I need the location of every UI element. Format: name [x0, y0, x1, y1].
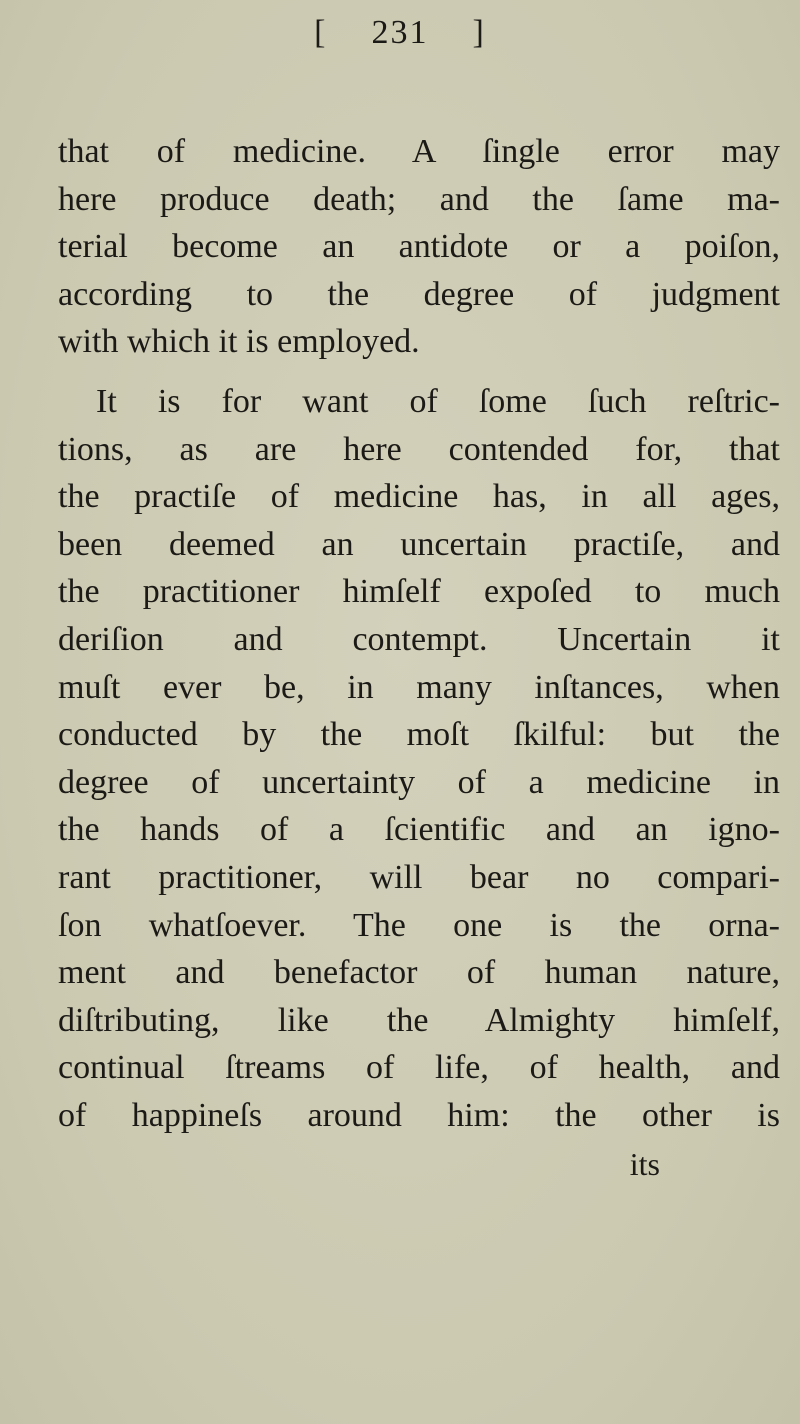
text-line: It is for want of ſome ſuch reſtric- [96, 383, 780, 420]
text-line: tions, as are here contended for, that [58, 430, 780, 468]
text-line: that of medicine. A ſingle error may [58, 133, 780, 170]
text-line: the hands of a ſcientific and an igno- [58, 811, 780, 849]
text-line: ſon whatſoever. The one is the orna- [58, 906, 780, 944]
text-line: according to the degree of judgment [58, 275, 780, 313]
text-line: conducted by the moſt ſkilful: but the [58, 716, 780, 754]
text-line: muſt ever be, in many inſtances, when [58, 668, 780, 706]
text-line: been deemed an uncertain practiſe, and [58, 525, 780, 563]
text-line: continual ſtreams of life, of health, and [58, 1049, 780, 1087]
text-line: the practitioner himſelf expoſed to much [58, 573, 780, 611]
text-line: terial become an antidote or a poiſon, [58, 228, 780, 266]
open-bracket: [ [314, 14, 328, 51]
text-line: the practiſe of medicine has, in all ages, [58, 478, 780, 516]
page-header [0, 14, 800, 52]
text-line: rant practitioner, will bear no compari- [58, 859, 780, 896]
text-line: with which it is employed. [58, 323, 420, 361]
catchword: its [629, 1146, 660, 1182]
text-line: diſtributing, like the Almighty himſelf, [58, 1001, 780, 1039]
close-bracket: ] [472, 14, 486, 51]
text-line: deriſion and contempt. Uncertain it [58, 621, 780, 658]
text-line: here produce death; and the ſame ma- [58, 180, 780, 218]
text-line: of happineſs around him: the other is [58, 1097, 780, 1134]
page-number: 231 [371, 14, 429, 51]
text-line: degree of uncertainty of a medicine in [58, 763, 780, 801]
text-line: ment and benefactor of human nature, [58, 954, 780, 992]
